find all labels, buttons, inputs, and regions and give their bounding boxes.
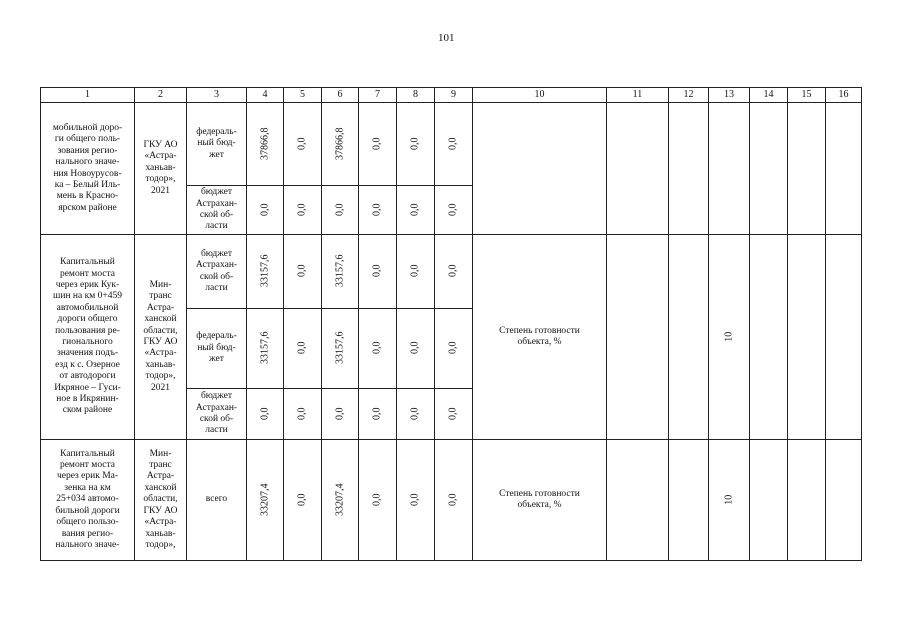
value-col7: 0,0 [371,137,383,150]
executor: Мин- транс Астра- ханской области, ГКУ АО «Астра- ханьав- тодор», [143,448,178,550]
indicator-cell [473,235,607,440]
col-header: 3 [187,88,247,103]
empty-cell [826,103,862,235]
empty-cell [750,440,788,561]
col-header: 11 [607,88,669,103]
funding-source-cell [187,440,247,561]
funding-source-cell [187,103,247,186]
table-row [41,103,862,186]
indicator: Степень готовности объекта, % [499,488,580,510]
value-col4: 33157,6 [259,254,271,288]
executor-cell [135,235,187,440]
object-name-cell [41,235,135,440]
target-value: 10 [723,331,735,342]
empty-cell [826,440,862,561]
column-number-row [41,88,862,103]
value-col9: 0,0 [447,137,459,150]
indicator-cell [473,440,607,561]
value-col5: 0,0 [296,341,308,355]
value-col8: 0,0 [409,341,421,355]
col-header: 4 [247,88,284,103]
value-col9: 0,0 [447,203,459,216]
executor: Мин- транс Астра- ханской области, ГКУ АО «Астра- ханьав- тодор», 2021 [143,279,178,393]
col-header: 12 [669,88,709,103]
value-col5: 0,0 [296,264,308,278]
value-col8: 0,0 [409,407,421,420]
col-header: 13 [709,88,750,103]
col-header: 15 [788,88,826,103]
empty-cell [669,235,709,440]
target-value-cell [709,235,750,440]
empty-cell [607,440,669,561]
funding-source-cell [187,309,247,389]
object-name-cell [41,440,135,561]
value-col4: 0,0 [259,407,271,420]
value-col7: 0,0 [371,493,383,506]
empty-cell [669,103,709,235]
funding-source-cell [187,389,247,440]
value-col7: 0,0 [371,341,383,355]
value-col6: 0,0 [334,203,346,216]
funding-source: всего [205,494,228,505]
empty-cell [607,103,669,235]
value-col4: 33207,4 [259,483,271,516]
col-header: 7 [359,88,397,103]
page-number: 101 [438,32,455,44]
empty-cell [607,235,669,440]
value-col5: 0,0 [296,493,308,506]
executor-cell [135,440,187,561]
col-header: 14 [750,88,788,103]
col-header: 6 [322,88,359,103]
empty-cell [826,235,862,440]
executor: ГКУ АО «Астра- ханьав- тодор», 2021 [143,139,178,196]
funding-source: федераль- ный бюд- жет [196,126,237,160]
value-col8: 0,0 [409,203,421,216]
col-header: 16 [826,88,862,103]
col-header: 10 [473,88,607,103]
executor-cell [135,103,187,235]
indicator-cell [473,103,607,235]
value-col6: 33207,4 [334,483,346,516]
object-name-cell [41,103,135,235]
funding-source: бюджет Астрахан- ской об- ласти [195,391,238,436]
funding-source-cell [187,235,247,309]
object-name: Капитальный ремонт моста через ерик Ма- зенка на км 25+034 автомо- бильной дороги общего пользо- вания регио- нального значе- [55,448,120,550]
funding-source: бюджет Астрахан- ской об- ласти [195,187,238,232]
value-col5: 0,0 [296,203,308,216]
col-header: 9 [435,88,473,103]
col-header: 1 [41,88,135,103]
value-col4: 37866,8 [259,127,271,160]
value-col6: 33157,6 [334,331,346,365]
col-header: 5 [284,88,322,103]
target-value-cell [709,103,750,235]
funding-source-cell [187,186,247,235]
value-col5: 0,0 [296,407,308,420]
empty-cell [788,235,826,440]
empty-cell [788,440,826,561]
value-col5: 0,0 [296,137,308,150]
funding-source: федераль- ный бюд- жет [196,331,237,365]
value-col4: 0,0 [259,203,271,216]
value-col7: 0,0 [371,264,383,278]
value-col7: 0,0 [371,407,383,420]
value-col9: 0,0 [447,407,459,420]
col-header: 8 [397,88,435,103]
indicator: Степень готовности объекта, % [499,325,580,347]
value-col7: 0,0 [371,203,383,216]
value-col8: 0,0 [409,137,421,150]
target-value-cell [709,440,750,561]
table-row [41,235,862,309]
empty-cell [750,235,788,440]
value-col8: 0,0 [409,264,421,278]
value-col6: 33157,6 [334,254,346,288]
value-col9: 0,0 [447,493,459,506]
object-name: Капитальный ремонт моста через ерик Кук- шин на км 0+459 автомобильной дороги общего пользования ре- гионального значения подъ- езд к с. Озерное от автодороги Икряное – Гуси- ное в Икрянин- ском районе [53,257,122,416]
value-col8: 0,0 [409,493,421,506]
value-col6: 0,0 [334,407,346,420]
value-col9: 0,0 [447,341,459,355]
program-table [40,87,862,561]
object-name: мобильной доро- ги общего поль- зования регио- нального значе- ния Новоурусов- ка – Белый Иль- мень в Красно- ярском районе [52,122,123,213]
empty-cell [669,440,709,561]
value-col4: 33157,6 [259,331,271,365]
target-value: 10 [723,494,735,505]
value-col9: 0,0 [447,264,459,278]
empty-cell [788,103,826,235]
funding-source: бюджет Астрахан- ской об- ласти [195,248,238,293]
table-row [41,440,862,561]
col-header: 2 [135,88,187,103]
empty-cell [750,103,788,235]
value-col6: 37866,8 [334,127,346,160]
